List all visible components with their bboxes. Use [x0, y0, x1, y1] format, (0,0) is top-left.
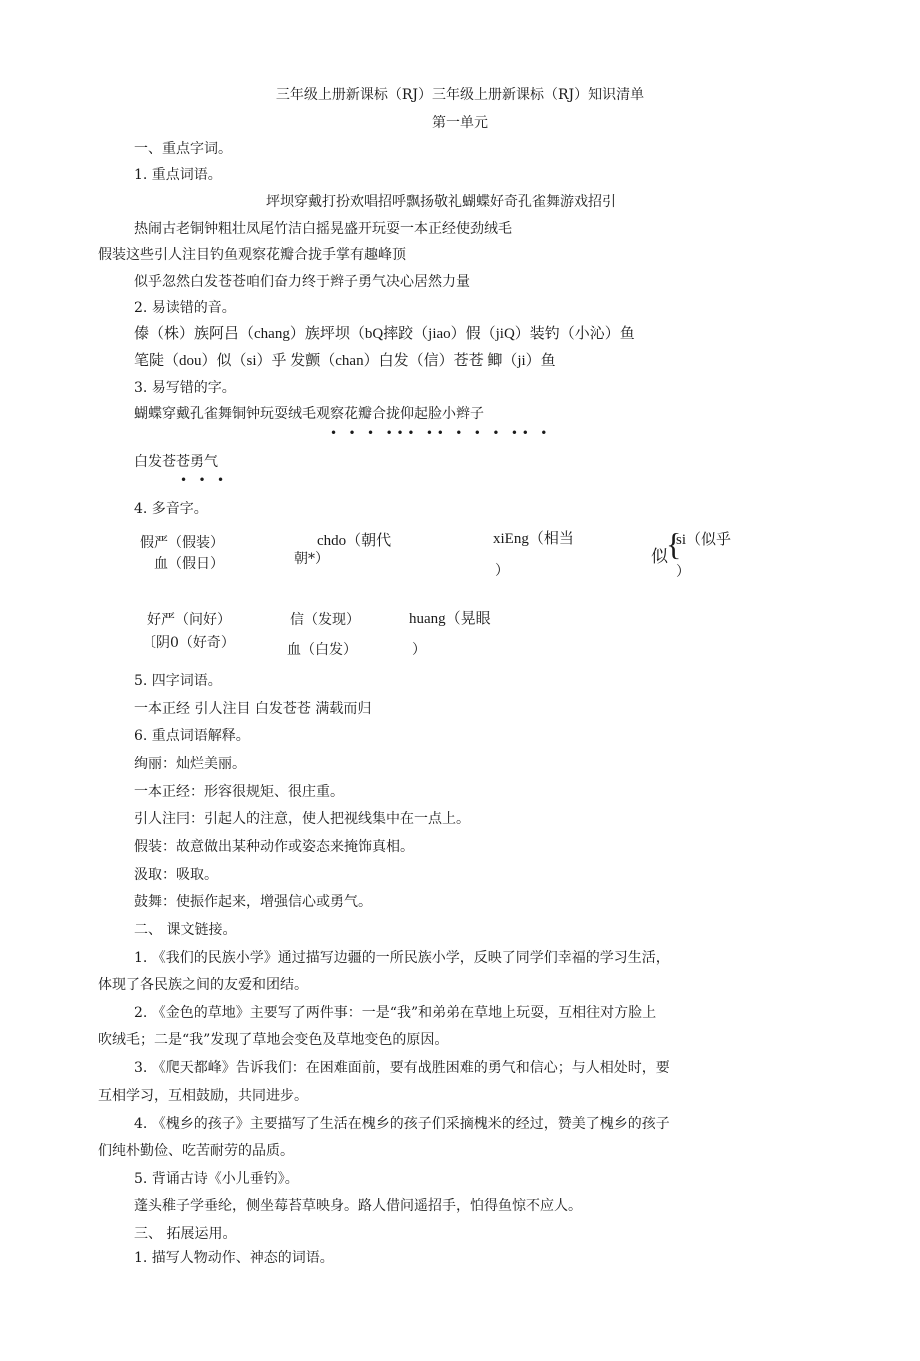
polyphone-entry: 血（假日） — [154, 556, 224, 572]
emphasis-dots: • • • • • • • • • • • • • • — [330, 426, 548, 440]
subsection-heading: 3. 易写错的字。 — [134, 380, 236, 396]
paragraph-line: 体现了各民族之间的友爱和团结。 — [98, 977, 308, 993]
word-list-line: 假装这些引人注目钓鱼观察花瓣合拢手掌有趣峰顶 — [98, 247, 406, 263]
paragraph-line: 吹绒毛；二是“我”发现了草地会变色及草地变色的原因。 — [98, 1032, 449, 1048]
word-list-line: 坪坝穿戴打扮欢唱招呼飘扬敬礼蝴蝶好奇孔雀舞游戏招引 — [266, 194, 616, 210]
paragraph-line: 5. 背诵古诗《小儿垂钓》。 — [134, 1171, 299, 1187]
paragraph-line: 2. 《金色的草地》主要写了两件事：一是“我”和弟弟在草地上玩耍，互相往对方脸上 — [134, 1005, 657, 1021]
polyphone-entry: ） — [676, 564, 690, 580]
subsection-heading: 2. 易读错的音。 — [134, 300, 236, 316]
polyphone-char: 似 — [651, 547, 668, 567]
polyphone-entry: ） — [495, 563, 509, 579]
brace-icon: { — [666, 526, 682, 562]
polyphone-entry: xiEng（相当 — [493, 531, 574, 547]
subsection-heading: 6. 重点词语解释。 — [134, 728, 250, 744]
polyphone-entry: ） — [412, 642, 426, 658]
polyphone-entry: 〔阴0（好奇） — [142, 635, 235, 651]
section-heading: 三、 拓展运用。 — [134, 1226, 237, 1242]
subsection-heading: 4. 多音字。 — [134, 501, 208, 517]
definition: 汲取：吸取。 — [134, 867, 218, 883]
definition: 绚丽：灿烂美丽。 — [134, 756, 246, 772]
section-heading: 二、 课文链接。 — [134, 922, 237, 938]
paragraph-line: 4. 《槐乡的孩子》主要描写了生活在槐乡的孩子们采摘槐米的经过，赞美了槐乡的孩子 — [134, 1116, 670, 1132]
four-char-words: 一本正经 引人注目 白发苍苍 满载而归 — [134, 701, 372, 717]
subsection-heading: 5. 四字词语。 — [134, 673, 222, 689]
definition: 假装：故意做出某种动作或姿态来掩饰真相。 — [134, 839, 414, 855]
polyphone-entry: huang（晃眼 — [409, 611, 491, 627]
polyphone-entry: 好严（问好） — [147, 612, 231, 628]
polyphone-entry: 朝*） — [294, 551, 329, 567]
pronunciation-line: 傣（株）族阿吕（chang）族坪坝（bQ摔跤（jiao）假（jiQ）装钓（小沁）鱼 — [134, 326, 635, 342]
unit-heading: 第一单元 — [432, 115, 488, 131]
hard-words-line: 白发苍苍勇气 — [134, 454, 218, 470]
paragraph-line: 们纯朴勤俭、吃苦耐劳的品质。 — [98, 1143, 294, 1159]
hard-words-line: 蝴蝶穿戴孔雀舞铜钟玩耍绒毛观察花瓣合拢仰起脸小辫子 — [134, 406, 484, 422]
section-heading: 一、重点字词。 — [134, 141, 232, 157]
paragraph-line: 1. 《我们的民族小学》通过描写边疆的一所民族小学，反映了同学们幸福的学习生活， — [134, 950, 670, 966]
subsection-heading: 1. 重点词语。 — [134, 167, 222, 183]
definition: 引人注冃：引起人的注意，使人把视线集中在一点上。 — [134, 811, 470, 827]
polyphone-entry: si（似乎 — [676, 532, 732, 548]
word-list-line: 热闹古老铜钟粗壮凤尾竹洁白摇晃盛开玩耍一本正经使劲绒毛 — [134, 221, 512, 237]
paragraph-line: 互相学习，互相鼓励，共同进步。 — [98, 1088, 308, 1104]
paragraph-line: 3. 《爬天都峰》告诉我们：在困难面前，要有战胜困难的勇气和信心；与人相处时，要 — [134, 1060, 670, 1076]
pronunciation-line: 笔陡（dou）似（si）乎 发颤（chan）白发（信）苍苍 鲫（ji）鱼 — [134, 353, 556, 369]
poem-text: 蓬头稚子学垂纶，侧坐莓苔草映身。路人借问遥招手，怕得鱼惊不应人。 — [134, 1198, 582, 1214]
polyphone-entry: 假严（假装） — [140, 535, 224, 551]
emphasis-dots: • • • — [180, 473, 225, 487]
subsection-heading: 1. 描写人物动作、神态的词语。 — [134, 1250, 334, 1266]
document-title: 三年级上册新课标（RJ）三年级上册新课标（RJ）知识清单 — [275, 87, 645, 103]
polyphone-entry: chdo（朝代 — [317, 533, 392, 549]
polyphone-entry: 血（白发） — [287, 642, 357, 658]
polyphone-entry: 信（发现） — [290, 612, 360, 628]
definition: 一本正经：形容很规矩、很庄重。 — [134, 784, 344, 800]
definition: 鼓舞：使振作起来，增强信心或勇气。 — [134, 894, 372, 910]
word-list-line: 似乎忽然白发苍苍咱们奋力终于辫子勇气决心居然力量 — [134, 274, 470, 290]
